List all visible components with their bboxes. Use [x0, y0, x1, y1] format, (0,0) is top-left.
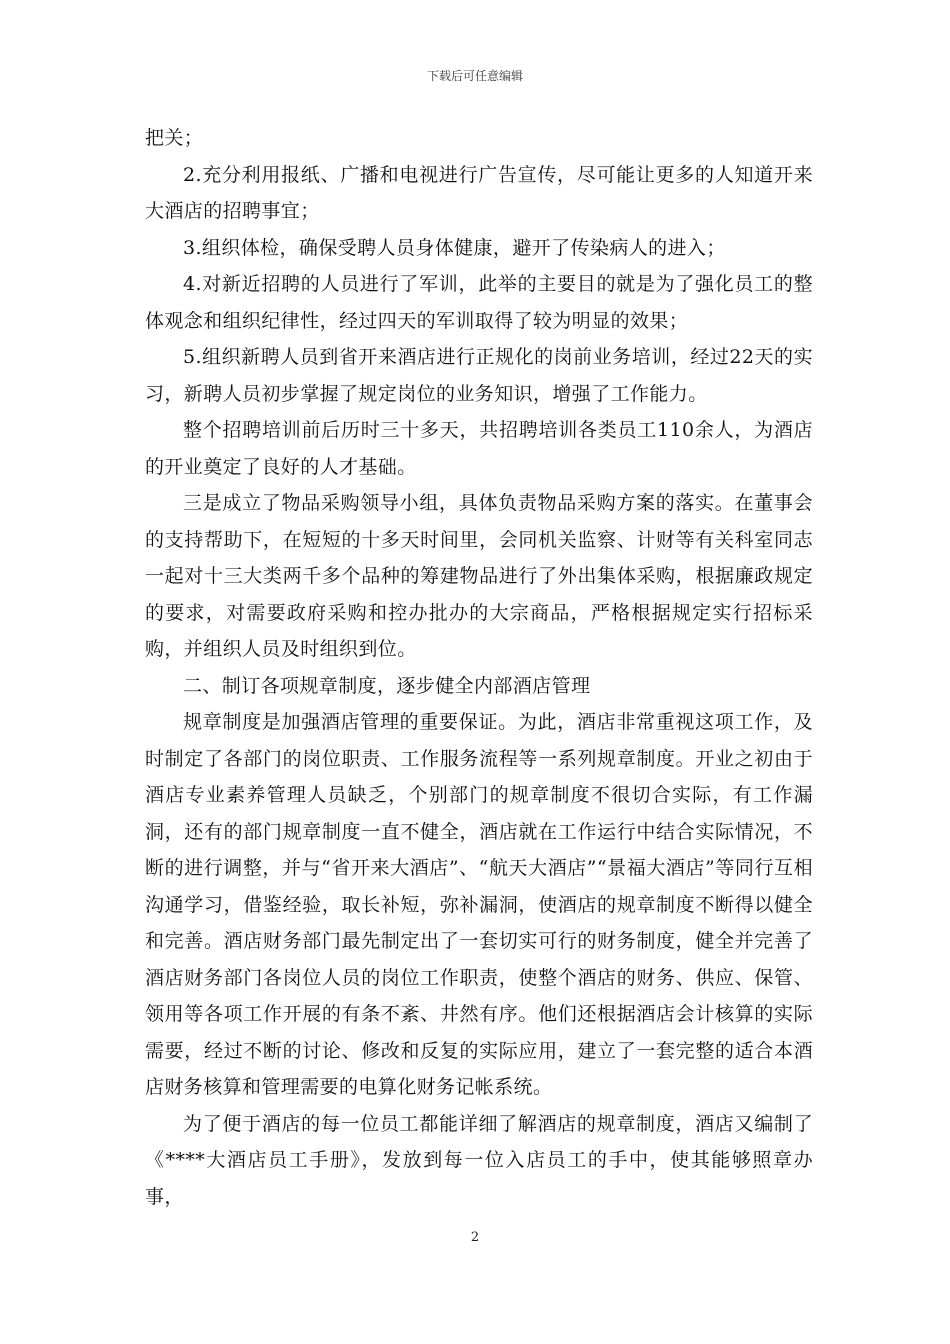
paragraph: 把关； — [145, 127, 204, 149]
paragraph: 规章制度是加强酒店管理的重要保证。为此，酒店非常重视这项工作，及时制定了各部门的岗位职责、工作服务流程等一系列规章制度。开业之初由于酒店专业素养管理人员缺乏，个别部门的规章制度不很切合实际，有工作漏洞，还有的部门规章制度一直不健全，酒店就在工作运行中结合实际情况，不断的进行调整，并与“省开来大酒店”、“航天大酒店”“景福大酒店”等同行互相沟通学习，借鉴经验，取长补短，弥补漏洞，使酒店的规章制度不断得以健全和完善。酒店财务部门最先制定出了一套切实可行的财务制度，健全并完善了酒店财务部门各岗位人员的岗位工作职责，使整个酒店的财务、供应、保管、领用等各项工作开展的有条不紊、井然有序。他们还根据酒店会计核算的实际需要，经过不断的讨论、修改和反复的实际应用，建立了一套完整的适合本酒店财务核算和管理需要的电算化财务记帐系统。 — [145, 711, 813, 1098]
paragraph: 2.充分利用报纸、广播和电视进行广告宣传，尽可能让更多的人知道开来大酒店的招聘事宜； — [145, 163, 813, 222]
paragraph: 三是成立了物品采购领导小组，具体负责物品采购方案的落实。在董事会的支持帮助下，在短短的十多天时间里，会同机关监察、计财等有关科室同志一起对十三大类两千多个品种的筹建物品进行了外出集体采购，根据廉政规定的要求，对需要政府采购和控办批办的大宗商品，严格根据规定实行招标采购，并组织人员及时组织到位。 — [145, 492, 813, 660]
document-body — [145, 120, 813, 1215]
paragraph: 5.组织新聘人员到省开来酒店进行正规化的岗前业务培训，经过22天的实习，新聘人员初步掌握了规定岗位的业务知识，增强了工作能力。 — [145, 346, 813, 405]
paragraph: 整个招聘培训前后历时三十多天，共招聘培训各类员工110余人，为酒店的开业奠定了良好的人才基础。 — [145, 419, 813, 478]
paragraph: 3.组织体检，确保受聘人员身体健康，避开了传染病人的进入； — [183, 236, 726, 259]
page-number: 2 — [470, 1230, 480, 1245]
section-heading: 二、制订各项规章制度，逐步健全内部酒店管理 — [183, 674, 591, 697]
page-header: 下载后可任意编辑 — [426, 69, 523, 83]
paragraph: 4.对新近招聘的人员进行了军训，此举的主要目的就是为了强化员工的整体观念和组织纪律性，经过四天的军训取得了较为明显的效果； — [145, 273, 813, 332]
paragraph: 为了便于酒店的每一位员工都能详细了解酒店的规章制度，酒店又编制了《****大酒店员工手册》，发放到每一位入店员工的手中，使其能够照章办事， — [145, 1112, 813, 1208]
